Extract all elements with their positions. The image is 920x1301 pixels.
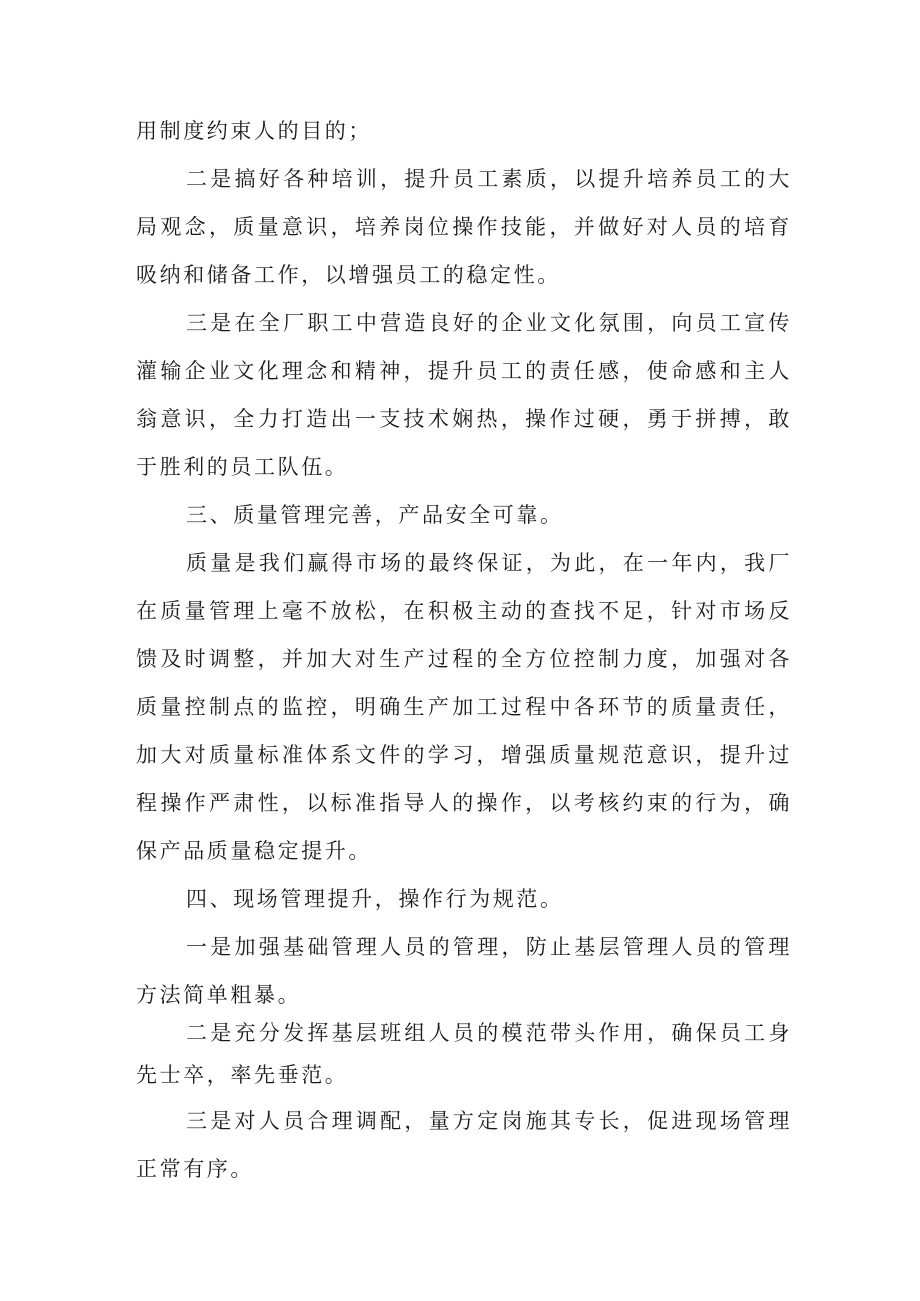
paragraph-site-item-2: 二是充分发挥基层班组人员的模范带头作用，确保员工身先士卒，率先垂范。: [136, 1021, 792, 1087]
section-heading-site-management: 四、现场管理提升，操作行为规范。: [186, 887, 564, 911]
paragraph-quality: 质量是我们赢得市场的最终保证，为此，在一年内，我厂在质量管理上毫不放松，在积极主动的查找不足，针对市场反馈及时调整，并加大对生产过程的全方位控制力度，加强对各质量控制点的监控，明确生产加工过程中各环节的质量责任，加大对质量标准体系文件的学习，增强质量规范意识，提升过程操作严肃性，以标准指导人的操作，以考核约束的行为，确保产品质量稳定提升。: [136, 551, 792, 863]
paragraph-site-item-1: 一是加强基础管理人员的管理，防止基层管理人员的管理方法简单粗暴。: [136, 935, 792, 1007]
paragraph-site-item-3: 三是对人员合理调配，量方定岗施其专长，促进现场管理正常有序。: [136, 1109, 792, 1181]
paragraph-training: 二是搞好各种培训，提升员工素质，以提升培养员工的大局观念，质量意识，培养岗位操作技能，并做好对人员的培育吸纳和储备工作，以增强员工的稳定性。: [136, 167, 792, 287]
paragraph-continuation: 用制度约束人的目的；: [136, 119, 372, 143]
section-heading-quality: 三、质量管理完善，产品安全可靠。: [186, 503, 564, 527]
paragraph-culture: 三是在全厂职工中营造良好的企业文化氛围，向员工宣传灌输企业文化理念和精神，提升员工的责任感，使命感和主人翁意识，全力打造出一支技术娴热，操作过硬，勇于拼搏，敢于胜利的员工队伍。: [136, 311, 792, 479]
